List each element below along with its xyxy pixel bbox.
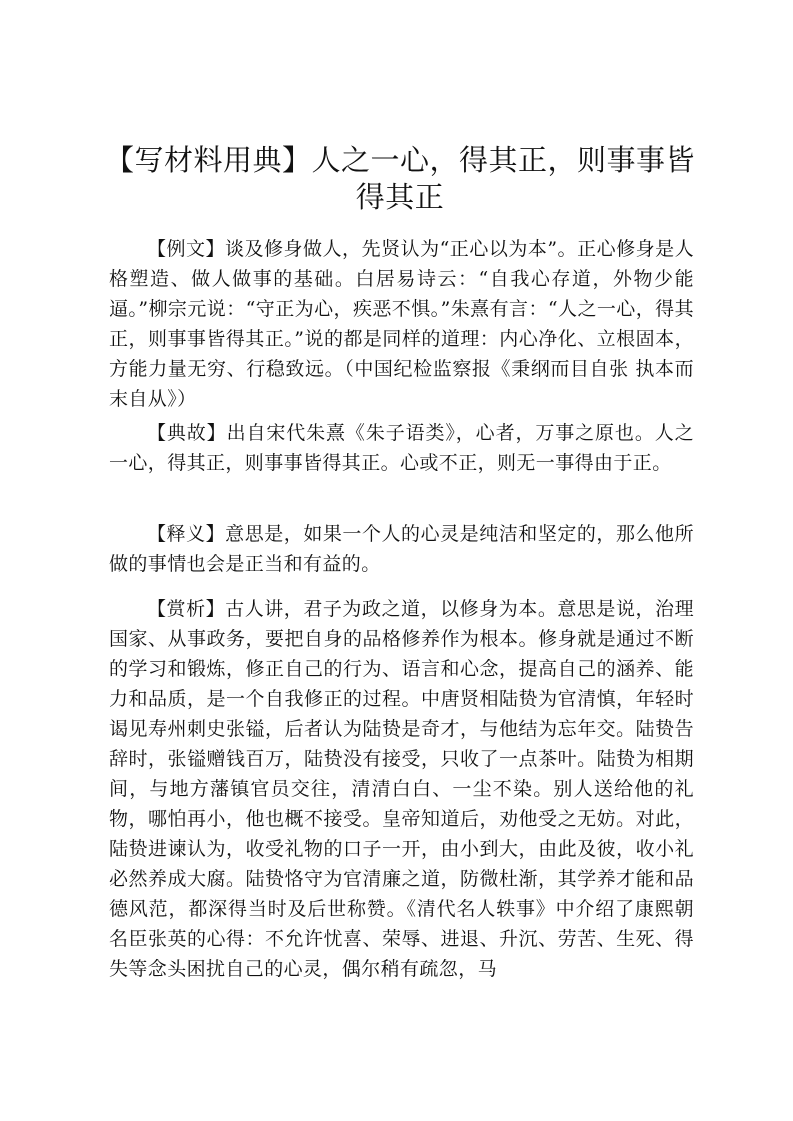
paragraph-meaning: 【释义】意思是，如果一个人的心灵是纯洁和坚定的，那么他所做的事情也会是正当和有益的。 [109,523,694,575]
paragraph-allusion: 【典故】出自宋代朱熹《朱子语类》，心者，万事之原也。人之一心，得其正，则事事皆得其正。心或不正，则无一事得由于正。 [109,422,694,474]
paragraph-example: 【例文】谈及修身做人，先贤认为“正心以为本”。正心修身是人格塑造、做人做事的基础。白居易诗云：“自我心存道，外物少能逼。”柳宗元说：“守正为心，疾恶不惧。”朱熹有言：“人之一心，得其正，则事事皆得其正。”说的都是同样的道理：内心净化、立根固本，方能力量无穷、行稳致远。（中国纪检监察报《秉纲而目自张 执本而末自从》） [109,238,694,410]
paragraph-appreciation: 【赏析】古人讲，君子为政之道，以修身为本。意思是说，治理国家、从事政务，要把自身的品格修养作为根本。修身就是通过不断的学习和锻炼，修正自己的行为、语言和心念，提高自己的涵养、能力和品质，是一个自我修正的过程。中唐贤相陆贽为官清慎，年轻时谒见寿州刺史张镒，后者认为陆贽是奇才，与他结为忘年交。陆贽告辞时，张镒赠钱百万，陆贽没有接受，只收了一点茶叶。陆贽为相期间，与地方藩镇官员交往，清清白白、一尘不染。别人送给他的礼物，哪怕再小，他也概不接受。皇帝知道后，劝他受之无妨。对此，陆贽进谏认为，收受礼物的口子一开，由小到大，由此及彼，收小礼必然养成大腐。陆贽恪守为官清廉之道，防微杜渐，其学养才能和品德风范，都深得当时及后世称赞。《清代名人轶事》中介绍了康熙朝名臣张英的心得：不允许忧喜、荣辱、进退、升沉、劳苦、生死、得失等念头困扰自己的心灵，偶尔稍有疏忽，马 [109,598,694,980]
document-title: 【写材料用典】人之一心，得其正，则事事皆得其正 [104,143,695,214]
